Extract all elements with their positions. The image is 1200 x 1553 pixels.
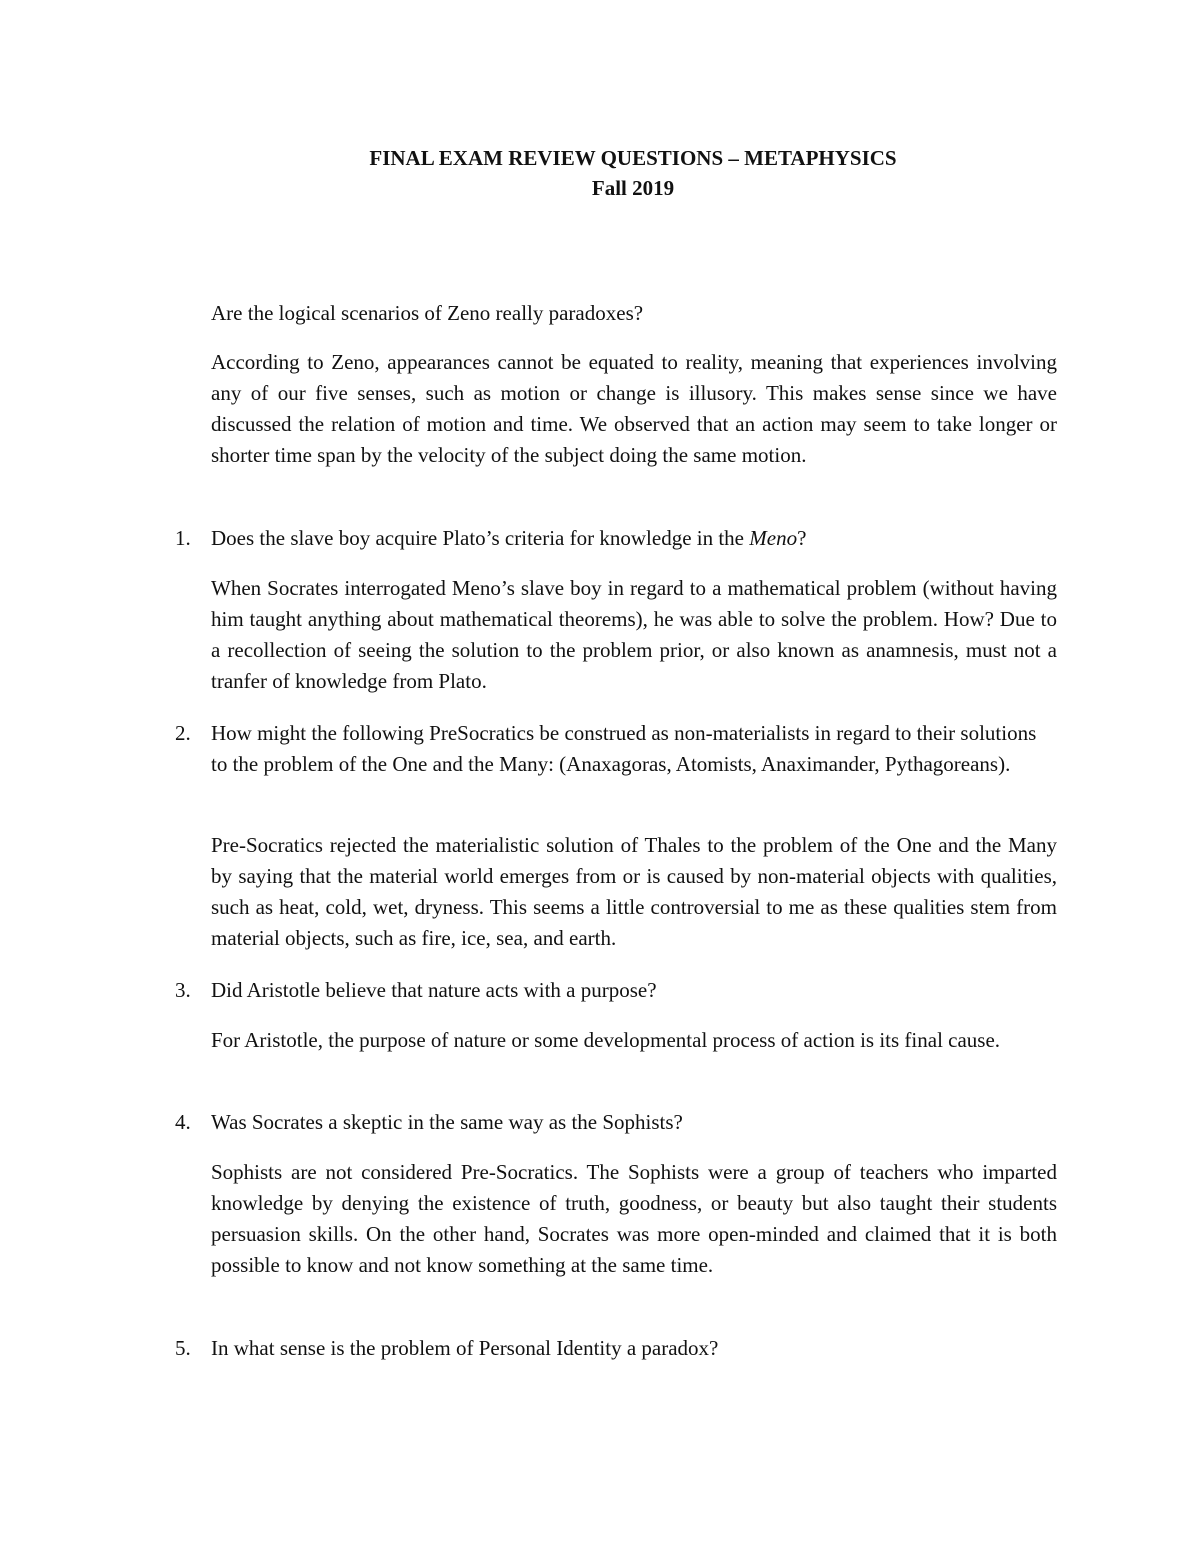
question-text-end: ?	[797, 526, 807, 550]
answer-3: For Aristotle, the purpose of nature or some developmental process of action is its final cause.	[211, 1028, 1001, 1052]
question-1	[175, 523, 1057, 554]
question-number: 5.	[175, 1336, 191, 1360]
question-text: In what sense is the problem of Personal Identity a paradox?	[211, 1336, 719, 1360]
question-italic-title: Meno	[749, 526, 798, 550]
question-text: How might the following PreSocratics be construed as non-materialists in regard to their solutions to the problem of the One and the Many: (Anaxagoras, Atomists, Anaximander, Pythagoreans).	[211, 721, 1037, 776]
document-subtitle: Fall 2019	[591, 176, 675, 200]
question-3	[175, 975, 1057, 1006]
question-number: 4.	[175, 1110, 191, 1134]
question-5	[175, 1333, 1057, 1364]
question-text: Does the slave boy acquire Plato’s criteria for knowledge in the	[211, 526, 750, 550]
question-number: 3.	[175, 978, 191, 1002]
question-number: 1.	[175, 526, 191, 550]
question-text: Did Aristotle believe that nature acts with a purpose?	[211, 978, 657, 1002]
intro-question: Are the logical scenarios of Zeno really paradoxes?	[211, 301, 644, 325]
answer-4: Sophists are not considered Pre-Socratics. The Sophists were a group of teachers who imparted knowledge by denying the existence of truth, goodness, or beauty but also taught their students persuasion skills. On the other hand, Socrates was more open-minded and claimed that it is both possible to know and not know something at the same time.	[211, 1160, 1057, 1277]
question-2	[175, 718, 1057, 780]
question-4	[175, 1107, 1057, 1138]
question-number: 2.	[175, 721, 191, 745]
answer-1: When Socrates interrogated Meno’s slave boy in regard to a mathematical problem (without having him taught anything about mathematical theorems), he was able to solve the problem. How? Due to a recollection of seeing the solution to the problem prior, or also known as anamnesis, must not a tranfer of knowledge from Plato.	[211, 576, 1057, 693]
intro-answer: According to Zeno, appearances cannot be equated to reality, meaning that experiences involving any of our five senses, such as motion or change is illusory. This makes sense since we have discussed the relation of motion and time. We observed that an action may seem to take longer or shorter time span by the velocity of the subject doing the same motion.	[211, 350, 1057, 467]
question-text: Was Socrates a skeptic in the same way as the Sophists?	[211, 1110, 683, 1134]
answer-2: Pre-Socratics rejected the materialistic solution of Thales to the problem of the One and the Many by saying that the material world emerges from or is caused by non-material objects with qualities, such as heat, cold, wet, dryness. This seems a little controversial to me as these qualities stem from material objects, such as fire, ice, sea, and earth.	[211, 833, 1057, 950]
document-title: FINAL EXAM REVIEW QUESTIONS – METAPHYSICS	[369, 146, 897, 170]
